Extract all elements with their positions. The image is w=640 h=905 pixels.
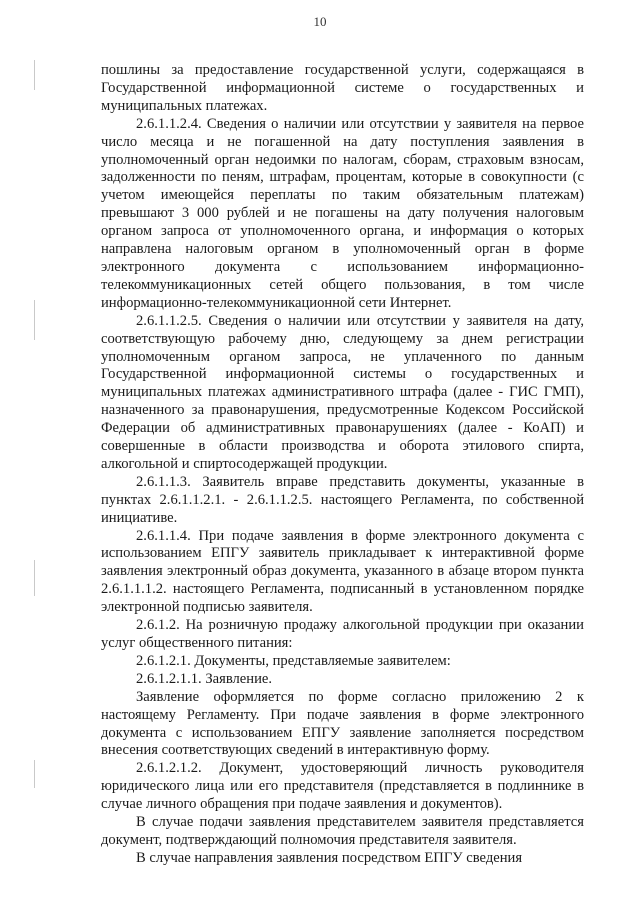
- scan-margin-line: [34, 60, 35, 90]
- paragraph: 2.6.1.1.2.4. Сведения о наличии или отсутствии у заявителя на первое число месяца и не погашенной на дату поступления заявления в уполномоченный орган недоимки по налогам, сборам, страховым взносам, задолженности по пеням, штрафам, процентам, которые в совокупности (с учетом имеющейся переплаты по таким обязательным платежам) превышают 3 000 рублей и не погашены на дату получения налоговым органом запроса от уполномоченного органа, и информация о которых направлена налоговым органом в уполномоченный орган в форме электронного документа с использованием информационно-телекоммуникационных сетей общего пользования, в том числе информационно-телекоммуникационной сети Интернет.: [101, 115, 584, 311]
- scan-margin-line: [34, 560, 35, 596]
- paragraph: 2.6.1.1.4. При подаче заявления в форме электронного документа с использованием ЕПГУ заявитель прикладывает к интерактивной форме заявления электронный образ документа, указанного в абзаце втором пункта 2.6.1.1.1.2. настоящего Регламента, подписанный в установленном порядке электронной подписью заявителя.: [101, 527, 584, 616]
- paragraph: 2.6.1.1.2.5. Сведения о наличии или отсутствии у заявителя на дату, соответствующую рабочему дню, следующему за днем регистрации уполномоченным органом запроса, не уплаченного по данным Государственной информационной системы о государственных и муниципальных платежах административного штрафа (далее - ГИС ГМП), назначенного за правонарушения, предусмотренные Кодексом Российской Федерации об административных правонарушениях (далее - КоАП) и совершенные в области производства и оборота этилового спирта, алкогольной и спиртосодержащей продукции.: [101, 312, 584, 472]
- paragraph: Заявление оформляется по форме согласно приложению 2 к настоящему Регламенту. При подаче заявления в форме электронного документа с использованием ЕПГУ заявление заполняется посредством внесения соответствующих сведений в интерактивную форму.: [101, 688, 584, 759]
- paragraph: 2.6.1.2.1. Документы, представляемые заявителем:: [136, 652, 451, 669]
- paragraph: 2.6.1.2.1.2. Документ, удостоверяющий личность руководителя юридического лица или его представителя (представляется в подлиннике в случае личного обращения при подаче заявления и документов).: [101, 760, 584, 813]
- scan-margin-line: [34, 300, 35, 340]
- paragraph: 2.6.1.1.3. Заявитель вправе представить документы, указанные в пунктах 2.6.1.1.2.1. - 2.6.1.1.2.5. настоящего Регламента, по собственной инициативе.: [101, 473, 584, 526]
- scan-margin-line: [34, 760, 35, 788]
- paragraph: В случае подачи заявления представителем заявителя представляется документ, подтверждающий полномочия представителя заявителя.: [101, 814, 584, 848]
- paragraph: 2.6.1.2. На розничную продажу алкогольной продукции при оказании услуг общественного питания:: [101, 617, 584, 651]
- paragraph: пошлины за предоставление государственной услуги, содержащаяся в Государственной информационной системе о государственных и муниципальных платежах.: [101, 62, 584, 114]
- page-number: 10: [313, 14, 327, 29]
- paragraph: В случае направления заявления посредством ЕПГУ сведения: [136, 849, 523, 866]
- document-body: [101, 62, 584, 868]
- paragraph: 2.6.1.2.1.1. Заявление.: [136, 670, 273, 687]
